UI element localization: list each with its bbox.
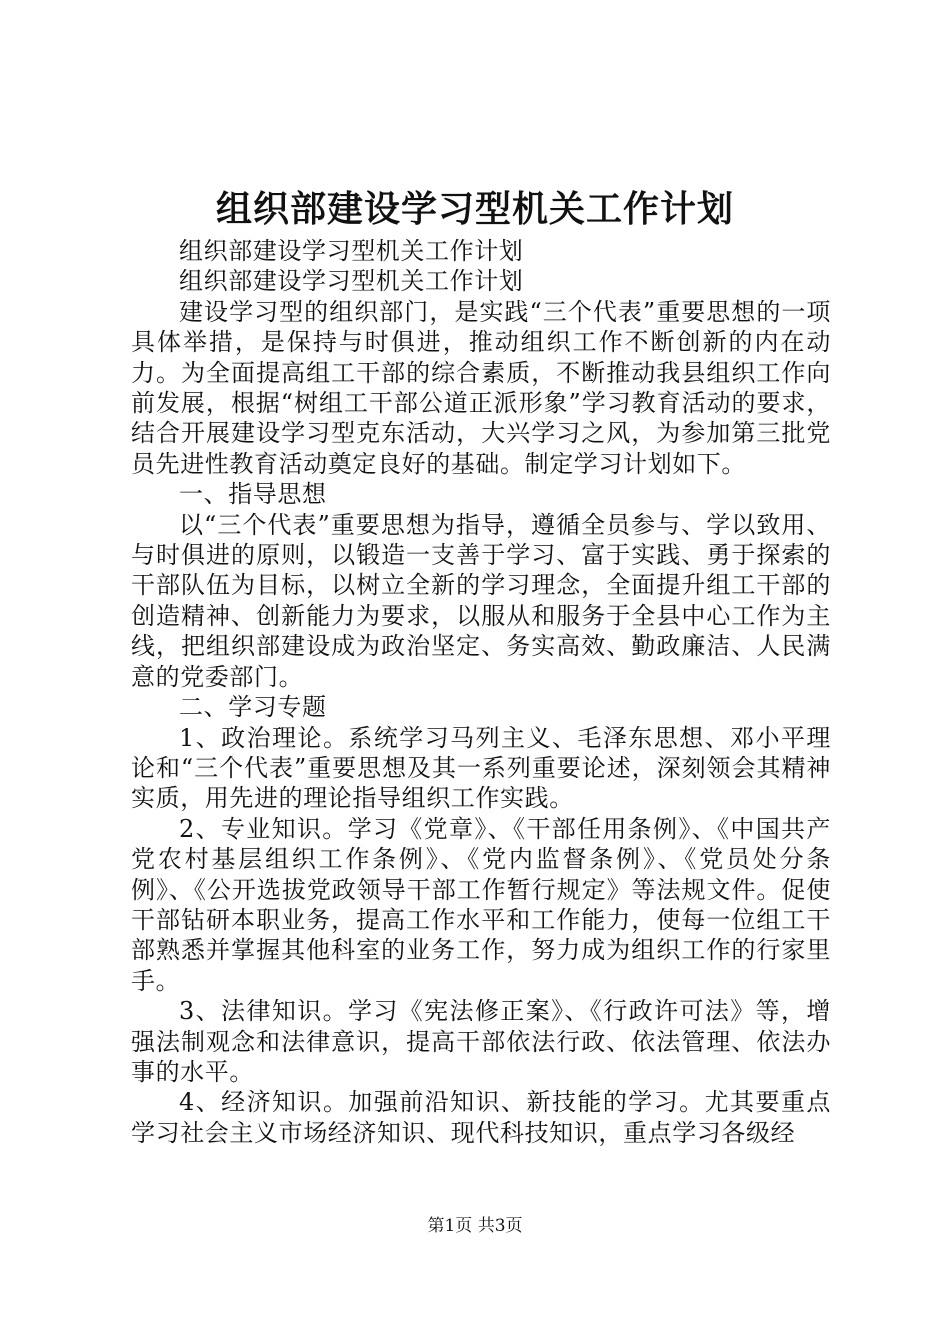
- paragraph: 建设学习型的组织部门，是实践“三个代表”重要思想的一项具体举措，是保持与时俱进，推动组织工作不断创新的内在动力。为全面提高组工干部的综合素质，不断推动我县组织工作向前发展，根据“树组工干部公道正派形象”学习教育活动的要求，结合开展建设学习型克东活动，大兴学习之风，为参加第三批党员先进性教育活动奠定良好的基础。制定学习计划如下。: [131, 297, 831, 478]
- page-footer: 第1页 共3页: [427, 1216, 523, 1236]
- paragraph: 组织部建设学习型机关工作计划: [179, 237, 524, 265]
- paragraph: 4、经济知识。加强前沿知识、新技能的学习。尤其要重点学习社会主义市场经济知识、现代科技知识，重点学习各级经: [131, 1088, 831, 1147]
- paragraph: 1、政治理论。系统学习马列主义、毛泽东思想、邓小平理论和“三个代表”重要思想及其一系列重要论述，深刻领会其精神实质，用先进的理论指导组织工作实践。: [131, 723, 831, 813]
- section-heading: 二、学习专题: [179, 693, 327, 722]
- document-body: [131, 236, 831, 1148]
- document-title: 组织部建设学习型机关工作计划: [215, 188, 734, 230]
- paragraph: 2、专业知识。学习《党章》、《干部任用条例》、《中国共产党农村基层组织工作条例》、《党内监督条例》、《党员处分条例》、《公开选拔党政领导干部工作暂行规定》等法规文件。促使干部钻研本职业务，提高工作水平和工作能力，使每一位组工干部熟悉并掌握其他科室的业务工作，努力成为组织工作的行家里手。: [131, 814, 831, 995]
- paragraph: 3、法律知识。学习《宪法修正案》、《行政许可法》等，增强法制观念和法律意识，提高干部依法行政、依法管理、依法办事的水平。: [131, 997, 831, 1086]
- paragraph: 以“三个代表”重要思想为指导，遵循全员参与、学以致用、与时俱进的原则，以锻造一支善于学习、富于实践、勇于探索的干部队伍为目标，以树立全新的学习理念，全面提升组工干部的创造精神、创新能力为要求，以服从和服务于全县中心工作为主线，把组织部建设成为政治坚定、务实高效、勤政廉洁、人民满意的党委部门。: [131, 510, 831, 691]
- section-heading: 一、指导思想: [179, 480, 327, 509]
- paragraph: 组织部建设学习型机关工作计划: [179, 267, 524, 296]
